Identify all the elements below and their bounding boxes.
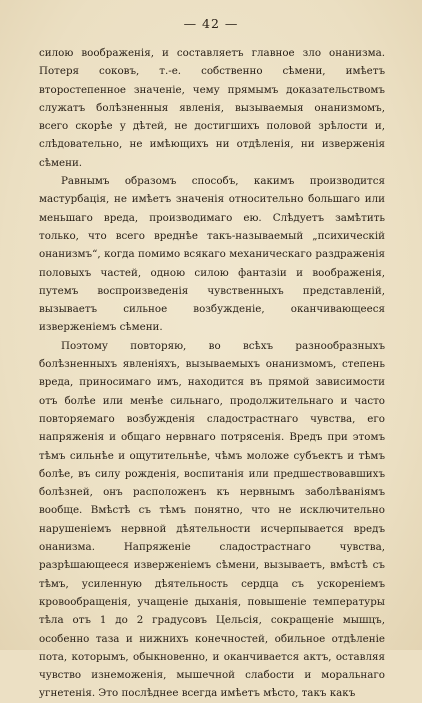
body-text — [39, 44, 385, 703]
paragraph-3: Поэтому повторяю, во всѣхъ разнообразныхъ болѣзненныхъ явленіяхъ, вызываемыхъ онанизмомъ, степень вреда, приносимаго имъ, находится въ прямой зависимости отъ болѣе или менѣе сильнаго, продолжительнаго и часто повторяемаго возбужденія сладострастнаго чувства, его напряженія и общаго нервнаго потрясенія. Вредъ при этомъ тѣмъ сильнѣе и ощутительнѣе, чѣмъ моложе субъектъ и тѣмъ болѣе, въ силу рожденія, воспитанія или предшествовавшихъ болѣзней, онъ расположенъ къ нервнымъ заболѣваніямъ вообще. Вмѣстѣ съ тѣмъ понятно, что не исключительно нарушеніемъ нервной дѣятельности исчерпывается вредъ онанизма. Напряженіе сладострастнаго чувства, разрѣшающееся изверженіемъ сѣмени, вызываетъ, вмѣстѣ съ тѣмъ, усиленную дѣятельность сердца съ ускореніемъ кровообращенія, учащеніе дыханія, повышеніе температуры тѣла отъ 1 до 2 градусовъ Цельсія, сокращеніе мышцъ, особенно таза и нижнихъ конечностей, обильное отдѣленіе пота, которымъ, обыкновенно, и оканчивается актъ, оставляя чувство изнеможенія, мышечной слабости и моральнаго угнетенія. Это послѣднее всегда имѣетъ мѣсто, такъ какъ — [39, 339, 385, 700]
paragraph-1: силою воображенія, и составляетъ главное зло онанизма. Потеря соковъ, т.-е. собственно сѣмени, имѣетъ второстепенное значеніе, чему прямымъ доказательствомъ служатъ болѣзненныя явленія, вызываемыя онанизмомъ, всего скорѣе у дѣтей, не достигшихъ половой зрѣлости и, слѣдовательно, не имѣющихъ ни отдѣленія, ни изверженія сѣмени. — [39, 47, 385, 169]
page-number: — 42 — — [183, 16, 239, 31]
paragraph-2: Равнымъ образомъ способъ, какимъ производится мастурбація, не имѣетъ значенія относительно большаго или меньшаго вреда, производимаго ею. Слѣдуетъ замѣтить только, что всего вреднѣе такъ-называемый „психическій онанизмъ“, когда помимо всякаго механическаго раздраженія половыхъ частей, одною силою фантазіи и воображенія, путемъ воспроизведенія чувственныхъ представленій, вызываетъ сильное возбужденіе, оканчивающееся изверженіемъ сѣмени. — [39, 175, 385, 334]
